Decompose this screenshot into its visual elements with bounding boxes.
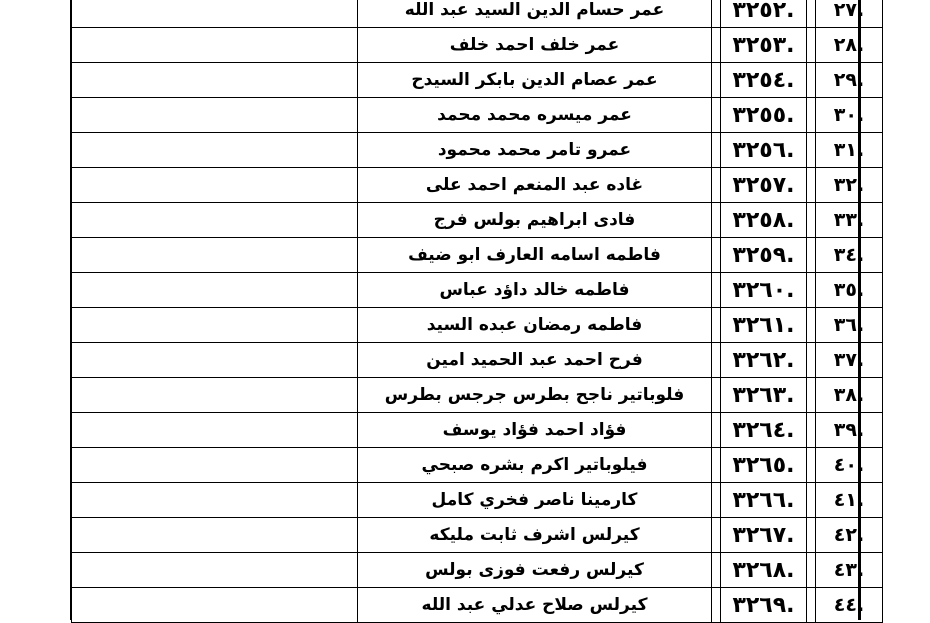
student-code: .٣٢٦٣ bbox=[721, 378, 807, 413]
table-row bbox=[72, 413, 883, 448]
table-row bbox=[72, 553, 883, 588]
empty-cell bbox=[72, 98, 358, 133]
column-gap bbox=[712, 0, 721, 28]
table-row bbox=[72, 518, 883, 553]
student-name: فاطمه اسامه العارف ابو ضيف bbox=[358, 238, 712, 273]
student-name: فرح احمد عبد الحميد امين bbox=[358, 343, 712, 378]
row-index: .٣٠ bbox=[816, 98, 883, 133]
row-index: .٤٤ bbox=[816, 588, 883, 623]
empty-cell bbox=[72, 553, 358, 588]
row-index: .٣٦ bbox=[816, 308, 883, 343]
empty-cell bbox=[72, 308, 358, 343]
student-name: كيرلس رفعت فوزى بولس bbox=[358, 553, 712, 588]
student-code: .٣٢٥٧ bbox=[721, 168, 807, 203]
row-index: .٢٧ bbox=[816, 0, 883, 28]
empty-cell bbox=[72, 483, 358, 518]
student-code: .٣٢٦٧ bbox=[721, 518, 807, 553]
empty-cell bbox=[72, 238, 358, 273]
column-gap bbox=[712, 133, 721, 168]
empty-cell bbox=[72, 413, 358, 448]
column-gap bbox=[712, 553, 721, 588]
column-gap bbox=[807, 518, 816, 553]
column-gap bbox=[712, 378, 721, 413]
table-row bbox=[72, 98, 883, 133]
roster-body bbox=[72, 0, 883, 623]
student-code: .٣٢٥٦ bbox=[721, 133, 807, 168]
column-gap bbox=[712, 168, 721, 203]
student-code: .٣٢٦١ bbox=[721, 308, 807, 343]
row-index: .٢٨ bbox=[816, 28, 883, 63]
student-code: .٣٢٥٣ bbox=[721, 28, 807, 63]
row-index: .٣٨ bbox=[816, 378, 883, 413]
empty-cell bbox=[72, 273, 358, 308]
student-code: .٣٢٦٥ bbox=[721, 448, 807, 483]
column-gap bbox=[807, 553, 816, 588]
student-code: .٣٢٥٤ bbox=[721, 63, 807, 98]
student-code: .٣٢٥٩ bbox=[721, 238, 807, 273]
empty-cell bbox=[72, 168, 358, 203]
row-index: .٣٧ bbox=[816, 343, 883, 378]
column-gap bbox=[807, 203, 816, 238]
student-name: عمرو تامر محمد محمود bbox=[358, 133, 712, 168]
table-row bbox=[72, 308, 883, 343]
table-row bbox=[72, 63, 883, 98]
row-index: .٣٥ bbox=[816, 273, 883, 308]
student-code: .٣٢٥٥ bbox=[721, 98, 807, 133]
student-name: فاطمه خالد داؤد عباس bbox=[358, 273, 712, 308]
student-name: فؤاد احمد فؤاد يوسف bbox=[358, 413, 712, 448]
row-index: .٣٤ bbox=[816, 238, 883, 273]
column-gap bbox=[807, 168, 816, 203]
student-code: .٣٢٦٨ bbox=[721, 553, 807, 588]
row-index: .٣٢ bbox=[816, 168, 883, 203]
table-row bbox=[72, 378, 883, 413]
row-index: .٤١ bbox=[816, 483, 883, 518]
column-gap bbox=[807, 588, 816, 623]
student-code: .٣٢٦٦ bbox=[721, 483, 807, 518]
empty-cell bbox=[72, 0, 358, 28]
column-gap bbox=[712, 308, 721, 343]
table-row bbox=[72, 0, 883, 28]
column-gap bbox=[807, 133, 816, 168]
student-name: فادى ابراهيم بولس فرج bbox=[358, 203, 712, 238]
student-code: .٣٢٦٢ bbox=[721, 343, 807, 378]
column-gap bbox=[712, 98, 721, 133]
student-name: عمر خلف احمد خلف bbox=[358, 28, 712, 63]
table-row bbox=[72, 343, 883, 378]
student-name: كيرلس اشرف ثابت مليكه bbox=[358, 518, 712, 553]
column-gap bbox=[712, 273, 721, 308]
table-row bbox=[72, 238, 883, 273]
empty-cell bbox=[72, 28, 358, 63]
student-name: عمر حسام الدين السيد عبد الله bbox=[358, 0, 712, 28]
student-name: كارمينا ناصر فخري كامل bbox=[358, 483, 712, 518]
table-row bbox=[72, 133, 883, 168]
row-index: .٣٩ bbox=[816, 413, 883, 448]
column-gap bbox=[712, 483, 721, 518]
table-row bbox=[72, 483, 883, 518]
student-name: غاده عبد المنعم احمد على bbox=[358, 168, 712, 203]
column-gap bbox=[807, 448, 816, 483]
table-row bbox=[72, 28, 883, 63]
student-code: .٣٢٦٠ bbox=[721, 273, 807, 308]
column-gap bbox=[807, 378, 816, 413]
empty-cell bbox=[72, 63, 358, 98]
student-name: كيرلس صلاح عدلي عبد الله bbox=[358, 588, 712, 623]
column-gap bbox=[712, 343, 721, 378]
student-code: .٣٢٥٢ bbox=[721, 0, 807, 28]
column-gap bbox=[807, 413, 816, 448]
column-gap bbox=[712, 413, 721, 448]
column-gap bbox=[712, 63, 721, 98]
column-gap bbox=[712, 203, 721, 238]
student-name: فلوباتير ناجح بطرس جرجس بطرس bbox=[358, 378, 712, 413]
table-row bbox=[72, 168, 883, 203]
student-code: .٣٢٦٤ bbox=[721, 413, 807, 448]
column-gap bbox=[712, 588, 721, 623]
student-name: عمر ميسره محمد محمد bbox=[358, 98, 712, 133]
column-gap bbox=[712, 28, 721, 63]
column-gap bbox=[807, 273, 816, 308]
empty-cell bbox=[72, 378, 358, 413]
column-gap bbox=[807, 308, 816, 343]
student-name: فيلوباتير اكرم بشره صبحي bbox=[358, 448, 712, 483]
column-gap bbox=[712, 518, 721, 553]
column-gap bbox=[807, 0, 816, 28]
student-code: .٣٢٦٩ bbox=[721, 588, 807, 623]
row-index: .٣٣ bbox=[816, 203, 883, 238]
column-gap bbox=[712, 448, 721, 483]
student-name: عمر عصام الدين بابكر السيدح bbox=[358, 63, 712, 98]
empty-cell bbox=[72, 588, 358, 623]
empty-cell bbox=[72, 343, 358, 378]
column-gap bbox=[807, 238, 816, 273]
column-gap bbox=[807, 63, 816, 98]
table-row bbox=[72, 203, 883, 238]
row-index: .٢٩ bbox=[816, 63, 883, 98]
row-index: .٣١ bbox=[816, 133, 883, 168]
row-index: .٤٣ bbox=[816, 553, 883, 588]
empty-cell bbox=[72, 203, 358, 238]
empty-cell bbox=[72, 518, 358, 553]
empty-cell bbox=[72, 133, 358, 168]
row-index: .٤٢ bbox=[816, 518, 883, 553]
student-code: .٣٢٥٨ bbox=[721, 203, 807, 238]
column-gap bbox=[807, 343, 816, 378]
empty-cell bbox=[72, 448, 358, 483]
student-name: فاطمه رمضان عبده السيد bbox=[358, 308, 712, 343]
column-gap bbox=[712, 238, 721, 273]
column-gap bbox=[807, 483, 816, 518]
column-gap bbox=[807, 98, 816, 133]
table-row bbox=[72, 273, 883, 308]
table-row bbox=[72, 588, 883, 623]
row-index: .٤٠ bbox=[816, 448, 883, 483]
student-roster-table bbox=[71, 0, 883, 623]
column-gap bbox=[807, 28, 816, 63]
table-row bbox=[72, 448, 883, 483]
